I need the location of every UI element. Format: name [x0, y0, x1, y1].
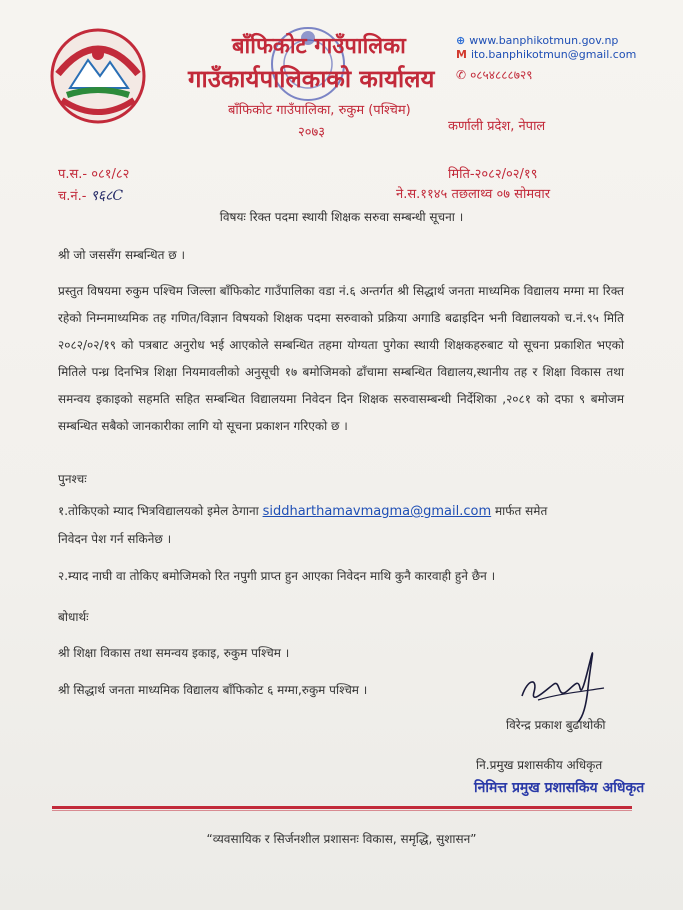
subject-line: विषयः रिक्त पदमा स्थायी शिक्षक सरुवा सम्बन्धी सूचना ।	[219, 210, 464, 224]
website-link[interactable]: www.banphikotmun.gov.np	[469, 34, 619, 47]
postscript-heading: पुनश्चः	[58, 472, 87, 486]
footer-divider-thin	[52, 810, 632, 811]
reference-number: प.स.- ०८१/८२	[58, 167, 130, 182]
note-1-suffix: मार्फत समेत	[494, 504, 548, 518]
office-name: गाउँकार्यपालिकाको कार्यालय	[188, 65, 435, 93]
email-link[interactable]: ito.banphikotmun@gmail.com	[470, 48, 637, 61]
note-1-text: १.तोकिएको म्याद भित्रविद्यालयको इमेल ठेगाना	[58, 504, 259, 518]
body-paragraph: प्रस्तुत विषयमा रुकुम पश्चिम जिल्ला बाँफिकोट गाउँपालिका वडा नं.६ अन्तर्गत श्री सिद्धार्थ जनता माध्यमिक विद्यालय मग्मा मा रिक्त रहेको निम्नमाध्यमिक तह गणित/विज्ञान विषयको शिक्षक पदमा सरुवाको प्रक्रिया अगाडि बढाइदिन भनी विद्यालयको च.नं.९५ मिति २०८२/०२/१९ को पत्रबाट अनुरोध भई आएकोले सम्बन्धित तहमा योग्यता पुगेका स्थायी शिक्षकहरुबाट यो सूचना प्रकाशित भएको मितिले पन्ध्र दिनभित्र शिक्षा नियमावलीको अनुसूची १७ बमोजिमको ढाँचामा सम्बन्धित विद्यालय,स्थानीय तह र शिक्षा विकास तथा समन्वय इकाइको सहमति सहित सम्बन्धित विद्यालयमा निवेदन दिन शिक्षक सरुवासम्बन्धी निर्देशिका ,२०८१ को दफा ९ बमोजम सम्बन्धित सबैको जानकारीका लागि यो सूचना प्रकाशन गरिएको छ ।	[58, 284, 624, 433]
office-address: बाँफिकोट गाउँपालिका, रुकुम (पश्चिम)	[228, 103, 411, 118]
cc-recipient-1: श्री शिक्षा विकास तथा समन्वय इकाइ, रुकुम पश्चिम ।	[58, 646, 290, 660]
note-1-line-1	[58, 502, 624, 519]
cc-recipient-2: श्री सिद्धार्थ जनता माध्यमिक विद्यालय बाँफिकोट ६ मग्मा,रुकुम पश्चिम ।	[58, 683, 368, 697]
established-year: २०७३	[298, 125, 326, 140]
note-2: २.म्याद नाघी वा तोकिए बमोजिमको रित नपुगी प्राप्त हुन आएका निवेदन माथि कुनै कारवाही हुने छैन ।	[58, 569, 496, 583]
phone-line	[456, 66, 532, 83]
municipality-name: बाँफिकोट गाउँपालिका	[232, 34, 406, 59]
phone-number: ०८५४८८८७२९	[470, 68, 533, 82]
signatory-name: विरेन्द्र प्रकाश बुढाथोकी	[506, 718, 606, 732]
school-email-link[interactable]: siddharthamavmagma@gmail.com	[262, 504, 492, 519]
government-seal-emblem	[48, 26, 148, 126]
nepal-sambat-date: ने.स.११४५ तछलाथ्व ०७ सोमवार	[396, 187, 551, 202]
dispatch-label: च.नं.-	[58, 189, 87, 204]
salutation: श्री जो जससँग सम्बन्धित छ ।	[58, 248, 186, 262]
signatory-title: नि.प्रमुख प्रशासकीय अधिकृत	[476, 758, 603, 772]
dispatch-handwritten-number: ९६८C	[90, 188, 124, 204]
footer-motto: “व्यवसायिक र सिर्जनशील प्रशासनः विकास, समृद्धि, सुशासन”	[206, 832, 477, 846]
footer-divider	[52, 806, 632, 809]
cc-heading: बोधार्थः	[58, 610, 89, 624]
email-line	[456, 48, 636, 61]
province-line: कर्णाली प्रदेश, नेपाल	[448, 119, 546, 134]
website-line	[456, 34, 618, 47]
phone-icon: ✆	[456, 68, 467, 82]
letter-date: मिति-२०८२/०२/१९	[448, 167, 538, 182]
signatory-stamp: निमित्त प्रमुख प्रशासकिय अधिकृत	[474, 780, 645, 796]
dispatch-number	[58, 186, 123, 205]
gmail-icon: M	[456, 48, 467, 61]
globe-icon: ⊕	[456, 34, 466, 47]
note-1-line-2: निवेदन पेश गर्न सकिनेछ ।	[58, 532, 172, 546]
